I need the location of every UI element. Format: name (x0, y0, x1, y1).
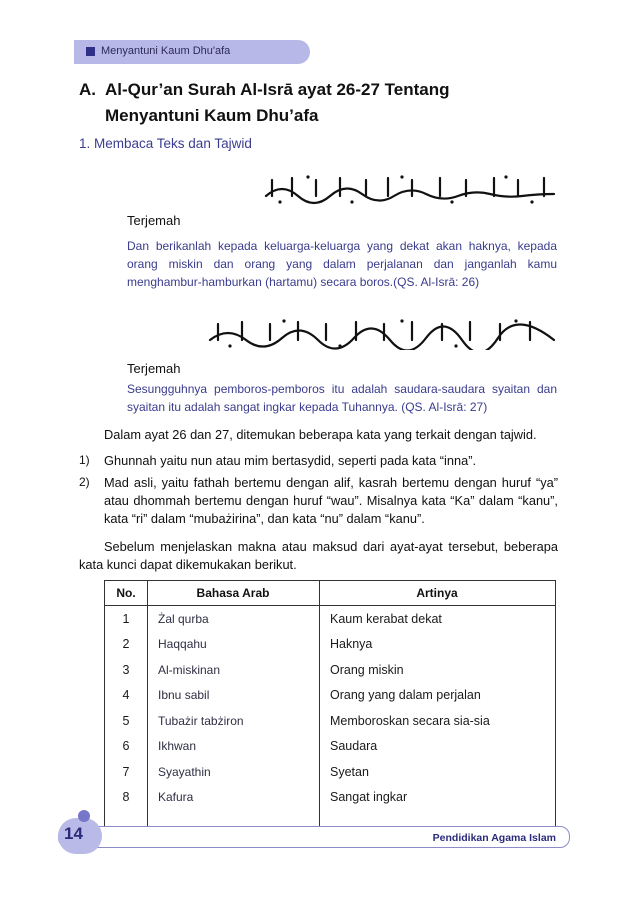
row-no: 6 (105, 734, 148, 760)
table-row (105, 606, 556, 632)
terjemah-label-26: Terjemah (127, 213, 181, 228)
row-no: 1 (105, 606, 148, 632)
book-title: Pendidikan Agama Islam (432, 832, 556, 844)
row-no: 3 (105, 657, 148, 683)
section-title-line1: Al-Qur’an Surah Al-Isrā ayat 26-27 Tentang (105, 80, 450, 99)
subsection-heading: 1. Membaca Teks dan Tajwid (79, 136, 252, 151)
terjemah-label-27: Terjemah (127, 361, 181, 376)
table-row (105, 785, 556, 828)
row-meaning: Saudara (320, 734, 556, 760)
table-row (105, 759, 556, 785)
row-meaning: Orang miskin (320, 657, 556, 683)
tajwid-intro: Dalam ayat 26 dan 27, ditemukan beberapa kata yang terkait dengan tajwid. (104, 427, 537, 442)
row-meaning: Haknya (320, 632, 556, 658)
row-arabic-term: Al-miskinan (148, 657, 320, 683)
item-number-2: 2) (79, 475, 90, 489)
row-meaning: Memboroskan secara sia-sia (320, 708, 556, 734)
row-arabic-term: Żal qurba (148, 606, 320, 632)
table-header-row (105, 581, 556, 606)
keywords-intro: Sebelum menjelaskan makna atau maksud dari ayat-ayat tersebut, beberapa kata kunci dapat dikemukakan berikut. (79, 539, 558, 572)
row-arabic-term: Syayathin (148, 759, 320, 785)
row-meaning: Sangat ingkar (320, 785, 556, 828)
row-no: 2 (105, 632, 148, 658)
row-meaning: Orang yang dalam perjalan (320, 683, 556, 709)
table-row (105, 683, 556, 709)
row-no: 4 (105, 683, 148, 709)
header-no: No. (105, 581, 148, 606)
table-row (105, 708, 556, 734)
section-title-line2: Menyantuni Kaum Dhu’afa (105, 106, 319, 125)
header-bahasa-arab: Bahasa Arab (148, 581, 320, 606)
square-bullet-icon (86, 47, 95, 56)
row-arabic-term: Kafura (148, 785, 320, 828)
row-arabic-term: Tubażir tabżiron (148, 708, 320, 734)
section-letter: A. (79, 80, 96, 99)
row-meaning: Syetan (320, 759, 556, 785)
arabic-verse-27-image (206, 316, 558, 350)
page-number: 14 (64, 824, 83, 843)
tajwid-item-mad-asli: Mad asli, yaitu fathah bertemu dengan alif, kasrah bertemu dengan huruf “ya” atau dhommah bertemu dengan huruf “wau”. Misalnya kata “Ka” dalam “kanu”, kata “ri” dalam “mubażirina”, dan kata “nu” dalam “kanu”. (104, 475, 558, 526)
table-row (105, 734, 556, 760)
arabic-verse-26-image (262, 172, 558, 206)
row-arabic-term: Ikhwan (148, 734, 320, 760)
chapter-tab (74, 40, 310, 64)
tajwid-item-ghunnah: Ghunnah yaitu nun atau mim bertasydid, seperti pada kata “inna”. (104, 453, 477, 468)
table-row (105, 657, 556, 683)
translation-verse-26: Dan berikanlah kepada keluarga-keluarga yang dekat akan haknya, kepada orang miskin dan orang yang dalam perjalanan dan janganlah kamu menghambur-hamburkan (hartamu) secara boros.(QS. Al-Isrā: 26) (127, 239, 557, 289)
decorative-dot-icon (78, 810, 90, 822)
chapter-tab-label: Menyantuni Kaum Dhu'afa (101, 45, 231, 57)
row-meaning: Kaum kerabat dekat (320, 606, 556, 632)
row-arabic-term: Ibnu sabil (148, 683, 320, 709)
header-artinya: Artinya (320, 581, 556, 606)
row-no: 5 (105, 708, 148, 734)
item-number-1: 1) (79, 453, 90, 467)
row-no: 7 (105, 759, 148, 785)
translation-verse-27: Sesungguhnya pemboros-pemboros itu adalah saudara-saudara syaitan dan syaitan itu adalah sangat ingkar kepada Tuhannya. (QS. Al-Isrā: 27) (127, 382, 557, 414)
row-no: 8 (105, 785, 148, 828)
vocabulary-table (104, 580, 556, 828)
row-arabic-term: Haqqahu (148, 632, 320, 658)
table-row (105, 632, 556, 658)
